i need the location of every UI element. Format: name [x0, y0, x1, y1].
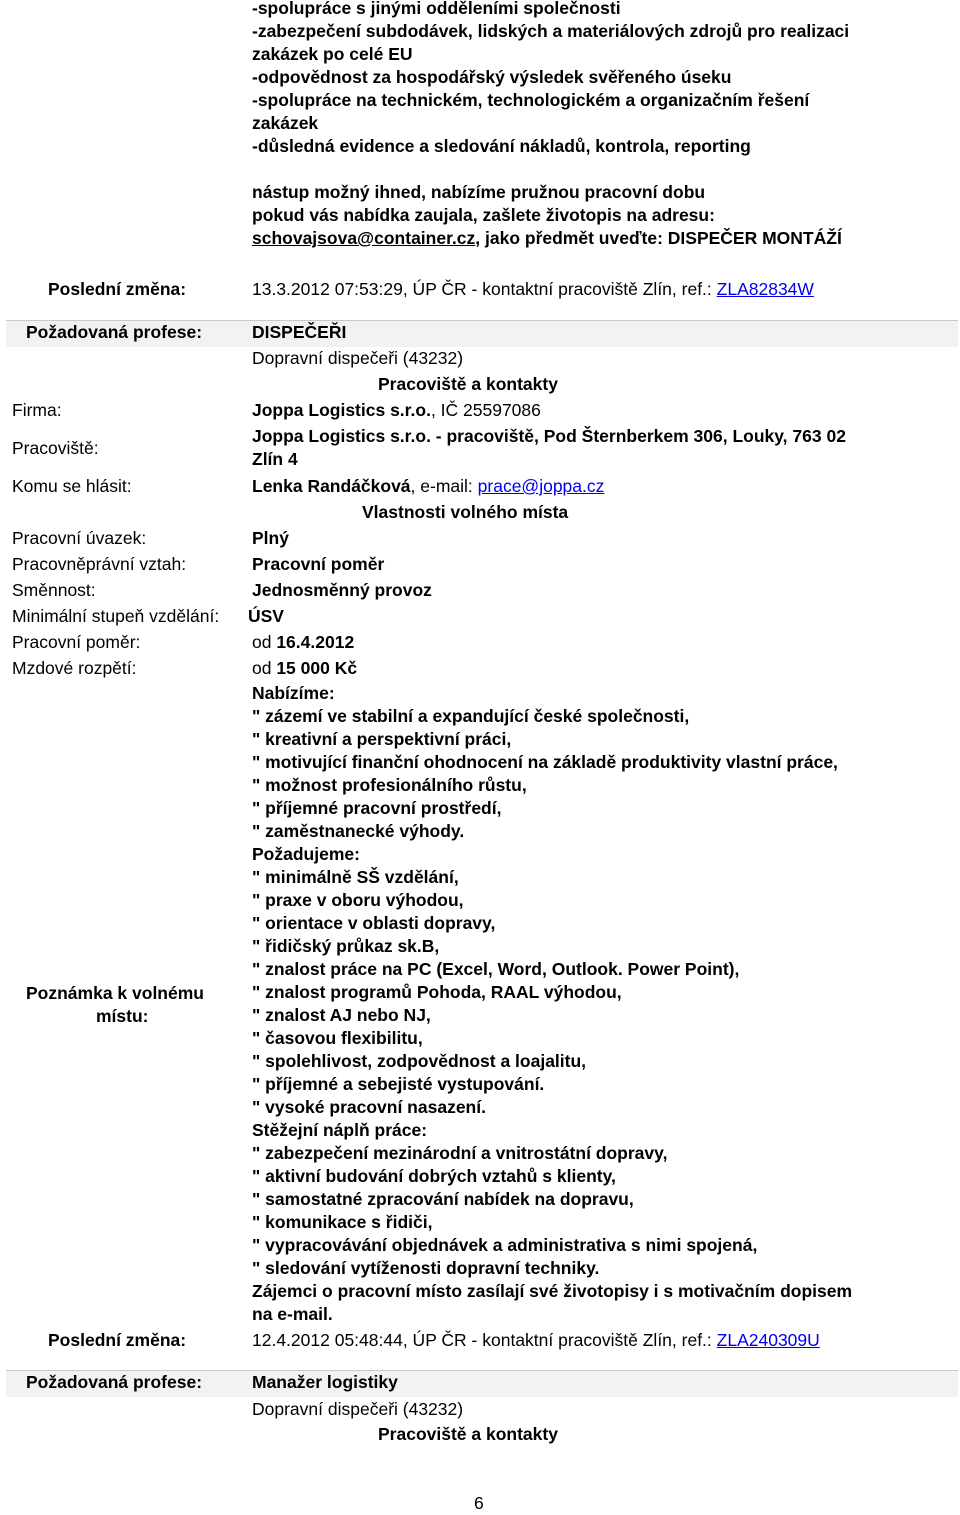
note-line: " samostatné zpracování nabídek na dopravu,: [252, 1189, 634, 1209]
workplace-label: Pracoviště:: [12, 438, 99, 458]
note-label-2: místu:: [96, 1006, 149, 1026]
props-heading-row: [0, 501, 960, 524]
prop-value: Pracovní poměr: [252, 554, 385, 574]
workplace-line1: Joppa Logistics s.r.o. - pracoviště, Pod Šternberkem 306, Louky, 763 02: [252, 426, 846, 446]
note-line: " vypracovávání objednávek a administrativa s nimi spojená,: [252, 1235, 758, 1255]
profession-value: DISPEČEŘI: [252, 322, 347, 342]
last-change-value: 13.3.2012 07:53:29, ÚP ČR - kontaktní pracoviště Zlín, ref.: ZLA82834W: [252, 279, 814, 299]
note-line: " časovou flexibilitu,: [252, 1028, 423, 1048]
note-line: " spolehlivost, zodpovědnost a loajalitu,: [252, 1051, 587, 1071]
prop-value: Jednosměnný provoz: [252, 580, 432, 600]
prop-row: [0, 579, 960, 602]
desc-line: nástup možný ihned, nabízíme pružnou pracovní dobu: [252, 182, 706, 202]
employment-row: [0, 631, 960, 654]
note-line: " minimálně SŠ vzdělání,: [252, 867, 459, 887]
note-line: " možnost profesionálního růstu,: [252, 775, 527, 795]
last-change-label: Poslední změna:: [48, 1330, 187, 1350]
desc-line: -zabezpečení subdodávek, lidských a materiálových zdrojů pro realizaci: [252, 21, 850, 41]
section-contacts-heading: Pracoviště a kontakty: [378, 374, 558, 394]
note-line: Požadujeme:: [252, 844, 360, 864]
employment-value: od 16.4.2012: [252, 632, 355, 652]
note-line: " příjemné a sebejisté vystupování.: [252, 1074, 545, 1094]
contact-value: Lenka Randáčková, e-mail: prace@joppa.cz: [252, 476, 605, 496]
page-number: 6: [474, 1493, 484, 1513]
note-line: " motivující finanční ohodnocení na základě produktivity vlastní práce,: [252, 752, 838, 772]
desc-line: pokud vás nabídka zaujala, zašlete životopis na adresu:: [252, 205, 715, 225]
firm-row: [0, 399, 960, 422]
profession-label: Požadovaná profese:: [26, 1372, 203, 1392]
salary-value: od 15 000 Kč: [252, 658, 358, 678]
prop-label: Pracovněprávní vztah:: [12, 554, 187, 574]
note-label-1: Poznámka k volnému: [26, 983, 204, 1003]
note-line: Stěžejní náplň práce:: [252, 1120, 428, 1140]
prop-row: [0, 553, 960, 576]
note-line: " orientace v oblasti dopravy,: [252, 913, 496, 933]
workplace-row-2: [0, 448, 960, 471]
contact-row: [0, 475, 960, 498]
category-value: Dopravní dispečeři (43232): [252, 1399, 464, 1419]
note-line: " příjemné pracovní prostředí,: [252, 798, 502, 818]
ref-link[interactable]: ZLA82834W: [716, 279, 814, 299]
note-line: Zájemci o pracovní místo zasílají své životopisy i s motivačním dopisem: [252, 1281, 853, 1301]
note-line: " zabezpečení mezinárodní a vnitrostátní dopravy,: [252, 1143, 668, 1163]
workplace-line2: Zlín 4: [252, 449, 298, 469]
salary-row: [0, 657, 960, 680]
category-value: Dopravní dispečeři (43232): [252, 348, 464, 368]
note-line: " vysoké pracovní nasazení.: [252, 1097, 486, 1117]
note-line: " znalost AJ nebo NJ,: [252, 1005, 431, 1025]
ref-link[interactable]: ZLA240309U: [716, 1330, 820, 1350]
note-line: " znalost práce na PC (Excel, Word, Outlook. Power Point),: [252, 959, 740, 979]
desc-line: -spolupráce na technickém, technologickém a organizačním řešení: [252, 90, 810, 110]
contact-label: Komu se hlásit:: [12, 476, 132, 496]
profession-row: [0, 321, 960, 344]
category-row: [0, 1398, 960, 1421]
prop-row: [0, 527, 960, 550]
last-change-row: [0, 278, 960, 301]
desc-line: -spolupráce s jinými odděleními společnosti: [252, 0, 621, 18]
firm-value: Joppa Logistics s.r.o., IČ 25597086: [252, 400, 541, 420]
profession-value: Manažer logistiky: [252, 1372, 398, 1392]
contact-email-link[interactable]: prace@joppa.cz: [477, 476, 605, 496]
section-heading-row: [0, 1423, 960, 1446]
profession-row: [0, 1371, 960, 1394]
section-heading-row: [0, 373, 960, 396]
previous-description: [0, 0, 960, 250]
note-line: na e-mail.: [252, 1304, 333, 1324]
recruit-email[interactable]: schovajsova@container.cz: [252, 228, 476, 248]
prop-label: Směnnost:: [12, 580, 96, 600]
section-contacts-heading: Pracoviště a kontakty: [378, 1424, 558, 1444]
note-line: " sledování vytíženosti dopravní techniky.: [252, 1258, 600, 1278]
salary-label: Mzdové rozpětí:: [12, 658, 137, 678]
education-label: Minimální stupeň vzdělání:: [12, 606, 220, 626]
firm-label: Firma:: [12, 400, 62, 420]
note-line: " komunikace s řidiči,: [252, 1212, 433, 1232]
employment-label: Pracovní poměr:: [12, 632, 141, 652]
note-line: " praxe v oboru výhodou,: [252, 890, 464, 910]
desc-line: -důsledná evidence a sledování nákladů, kontrola, reporting: [252, 136, 751, 156]
prop-value: Plný: [252, 528, 289, 548]
last-change-row: [0, 1329, 960, 1352]
note-text: [252, 682, 952, 1326]
desc-line: zakázek po celé EU: [252, 44, 413, 64]
note-line: " zaměstnanecké výhody.: [252, 821, 465, 841]
last-change-label: Poslední změna:: [48, 279, 187, 299]
desc-line: -odpovědnost za hospodářský výsledek svěřeného úseku: [252, 67, 732, 87]
note-line: " zázemí ve stabilní a expandující české společnosti,: [252, 706, 690, 726]
last-change-value: 12.4.2012 05:48:44, ÚP ČR - kontaktní pracoviště Zlín, ref.: ZLA240309U: [252, 1330, 820, 1350]
note-line: Nabízíme:: [252, 683, 335, 703]
category-row: [0, 347, 960, 370]
education-value: ÚSV: [248, 606, 284, 626]
section-props-heading: Vlastnosti volného místa: [362, 502, 569, 522]
note-line: " znalost programů Pohoda, RAAL výhodou,: [252, 982, 622, 1002]
education-row: [0, 605, 960, 628]
note-line: " aktivní budování dobrých vztahů s klienty,: [252, 1166, 616, 1186]
desc-line: zakázek: [252, 113, 319, 133]
note-line: " řidičský průkaz sk.B,: [252, 936, 440, 956]
prop-label: Pracovní úvazek:: [12, 528, 147, 548]
email-line: schovajsova@container.cz, jako předmět uveďte: DISPEČER MONTÁŽÍ: [252, 228, 842, 248]
profession-label: Požadovaná profese:: [26, 322, 203, 342]
note-line: " kreativní a perspektivní práci,: [252, 729, 512, 749]
